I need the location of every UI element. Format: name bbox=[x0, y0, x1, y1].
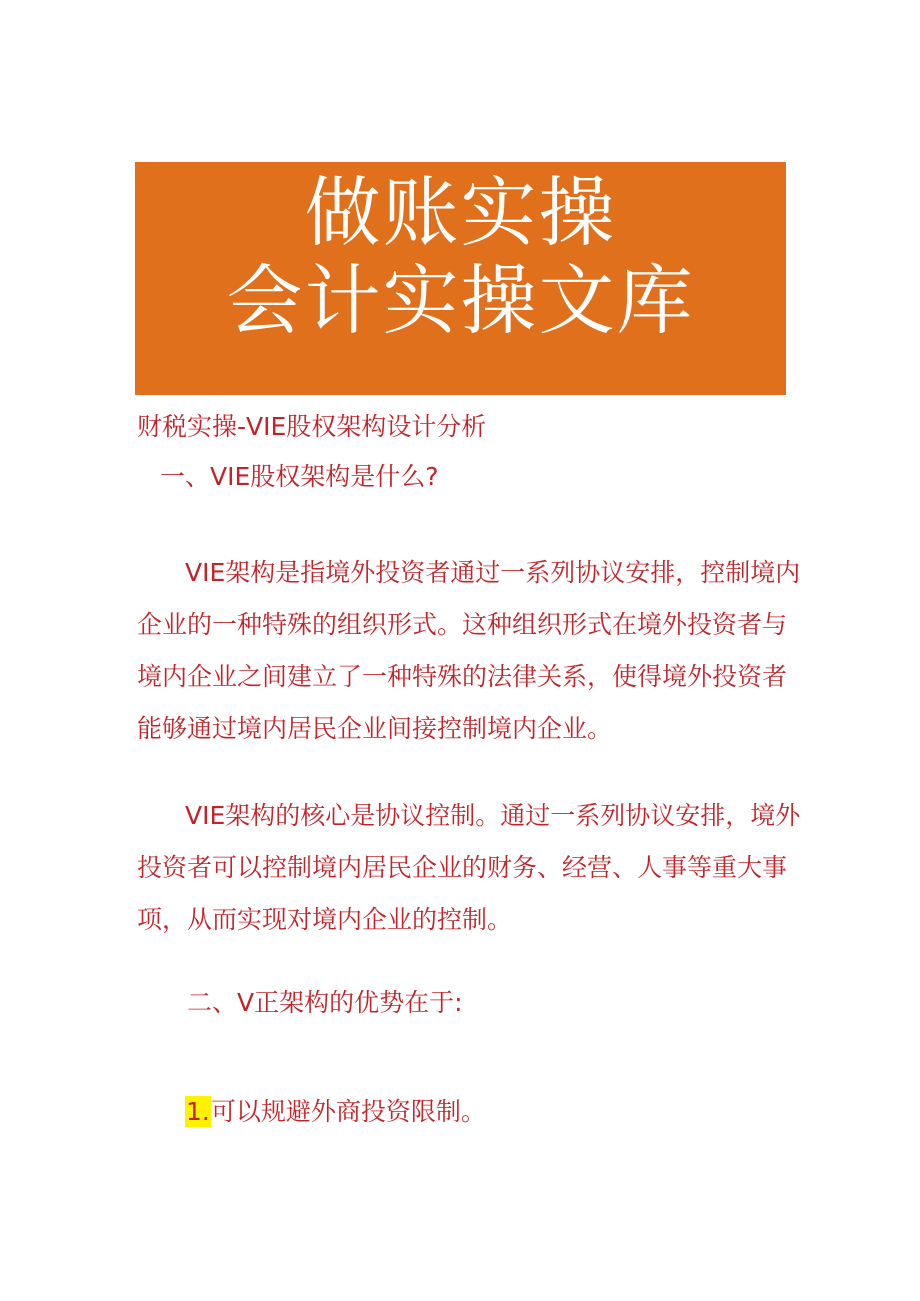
paragraph-1-line: 能够通过境内居民企业间接控制境内企业。 bbox=[137, 714, 613, 743]
paragraph-1-line: 企业的一种特殊的组织形式。这种组织形式在境外投资者与 bbox=[137, 610, 788, 639]
document-title: 财税实操-VIE股权架构设计分析 bbox=[137, 412, 487, 441]
paragraph-1-line: VIE架构是指境外投资者通过一系列协议安排，控制境内 bbox=[185, 558, 801, 587]
banner-title-line2: 会计实操文库 bbox=[226, 256, 695, 345]
header-banner bbox=[135, 162, 786, 395]
paragraph-2-line: 项，从而实现对境内企业的控制。 bbox=[137, 905, 513, 934]
paragraph-1 bbox=[137, 547, 801, 755]
section-heading-1: 一、VIE股权架构是什么? bbox=[160, 462, 439, 491]
list-item-text: 可以规避外商投资限制。 bbox=[210, 1097, 486, 1126]
banner-title-line1: 做账实操 bbox=[304, 168, 617, 257]
paragraph-2 bbox=[137, 790, 801, 946]
paragraph-1-line: 境内企业之间建立了一种特殊的法律关系，使得境外投资者 bbox=[137, 662, 788, 691]
paragraph-2-line: 投资者可以控制境内居民企业的财务、经营、人事等重大事 bbox=[137, 853, 788, 882]
list-item-1 bbox=[185, 1092, 486, 1132]
paragraph-2-line: VIE架构的核心是协议控制。通过一系列协议安排，境外 bbox=[185, 801, 801, 830]
section-heading-2: 二、V正架构的优势在于: bbox=[187, 988, 463, 1017]
list-item-number-highlight: 1. bbox=[186, 1097, 210, 1126]
